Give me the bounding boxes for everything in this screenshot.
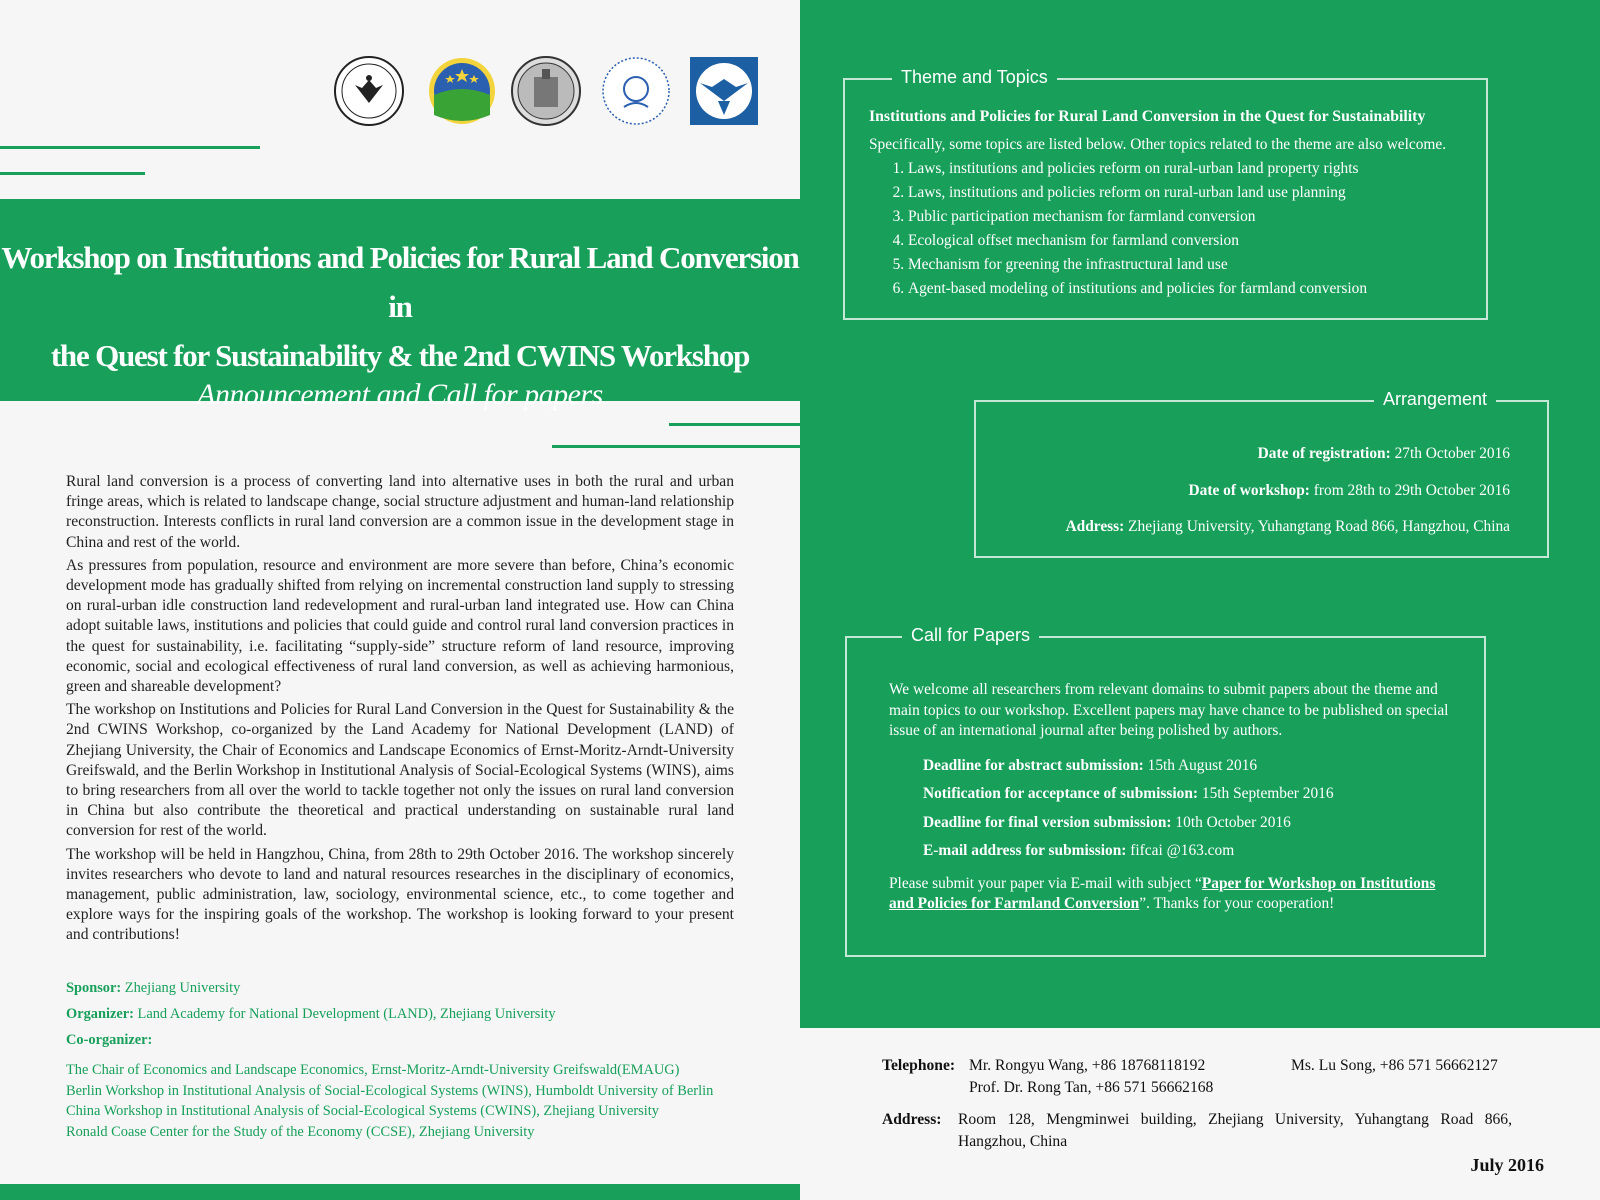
topic-item: 1. Laws, institutions and policies reform on rural-urban land property rights (908, 157, 1476, 181)
deco-line (669, 423, 800, 426)
intro-text (66, 472, 734, 949)
sponsor-value: Zhejiang University (124, 980, 241, 996)
topic-item: 2. Laws, institutions and policies reform on rural-urban land use planning (908, 181, 1476, 205)
cfp-deadlines (923, 752, 1449, 866)
page-subtitle: Announcement and Call for papers (197, 378, 603, 411)
intro-paragraph-2: As pressures from population, resource and environment are more severe than before, China’s economic development mode has gradually shifted from relying on incremental construction land supply to stressing on rural-urban idle construction land redevelopment and rural-urban land integrated use. How can China adopt suitable laws, institutions and policies that could guide and control rural land conversion practices in the quest for sustainability, i.e. facilitating “supply-side” structure reform of land resource, improving economic, social and ecological effectiveness of rural land conversion, as well as achieving harmonious, green and shareable development? (66, 556, 734, 696)
workshop-date-value: from 28th to 29th October 2016 (1313, 481, 1510, 499)
land-academy-logo-icon (426, 55, 498, 127)
call-for-papers-box (845, 625, 1486, 957)
abstract-deadline-value: 15th August 2016 (1147, 756, 1258, 774)
coorganizer-list (66, 1060, 766, 1142)
intro-paragraph-4: The workshop will be held in Hangzhou, China, from 28th to 29th October 2016. The workshop sincerely invites researchers who devote to land and natural resources researches in the disciplinary of economics, management, public administration, law, sociology, environmental science, etc., to come together and explore ways for the inspiring goals of the workshop. The workshop is looking forward to your present and contributions! (66, 845, 734, 944)
sponsor-row (66, 980, 766, 997)
notification-value: 15th September 2016 (1201, 785, 1334, 802)
coorganizer-row (66, 1032, 766, 1049)
submit-subject-link[interactable]: Paper for Workshop on Institutions and Policies for Farmland Conversion (889, 874, 1436, 912)
topic-item: 4. Ecological offset mechanism for farmland conversion (908, 229, 1476, 253)
submit-pre: Please submit your paper via E-mail with subject “ (889, 874, 1202, 892)
email-row (923, 837, 1449, 866)
email-value[interactable]: fifcai @163.com (1130, 842, 1235, 859)
arrangement-content (1066, 436, 1510, 546)
title-line-2: the Quest for Sustainability & the 2nd CWINS Workshop (50, 338, 750, 373)
bottom-green-bar (0, 1184, 800, 1200)
coorganizer-label: Co-organizer: (66, 1032, 153, 1048)
submit-post: ”. Thanks for your cooperation! (1139, 895, 1335, 912)
phone-col (969, 1055, 1291, 1098)
arrangement-address-value: Zhejiang University, Yuhangtang Road 866, Hangzhou, China (1128, 518, 1510, 535)
notification-label: Notification for acceptance of submission: (923, 785, 1199, 802)
final-deadline-value: 10th October 2016 (1175, 813, 1291, 831)
theme-box (843, 67, 1488, 320)
organizer-row (66, 1006, 766, 1023)
humboldt-university-seal-icon (600, 55, 672, 127)
title-banner (0, 199, 800, 411)
final-deadline-label: Deadline for final version submission: (923, 813, 1172, 831)
arrangement-address-row (1066, 509, 1510, 546)
contact-address-label: Address: (882, 1111, 942, 1128)
registration-label: Date of registration: (1257, 445, 1391, 462)
phone-wang: Mr. Rongyu Wang, +86 18768118192 (969, 1057, 1206, 1074)
organizer-label: Organizer: (66, 1006, 134, 1022)
sponsor-label: Sponsor: (66, 980, 122, 996)
coorganizer-item: China Workshop in Institutional Analysis of Social-Ecological Systems (CWINS), Zhejiang University (66, 1103, 659, 1119)
contact-address-value: Room 128, Mengminwei building, Zhejiang University, Yuhangtang Road 866, Hangzhou, China (958, 1111, 1512, 1150)
ccse-logo-icon (690, 57, 758, 125)
deco-line (552, 445, 800, 448)
coorganizer-item: Ronald Coase Center for the Study of the Economy (CCSE), Zhejiang University (66, 1123, 535, 1140)
arrangement-box (974, 389, 1549, 558)
arrangement-heading: Arrangement (1374, 389, 1496, 410)
telephone-row (882, 1055, 1512, 1098)
arrangement-address-label: Address: (1065, 518, 1125, 535)
contact-info (882, 1055, 1512, 1152)
theme-content (869, 105, 1476, 301)
cfp-heading: Call for Papers (902, 625, 1039, 646)
issue-date: July 2016 (1470, 1155, 1544, 1175)
theme-heading: Theme and Topics (892, 67, 1057, 88)
registration-row (1066, 436, 1510, 473)
organizer-value: Land Academy for National Development (LAND), Zhejiang University (137, 1006, 556, 1022)
abstract-deadline-label: Deadline for abstract submission: (923, 756, 1144, 774)
workshop-date-row (1066, 473, 1510, 510)
page-title (0, 199, 800, 380)
coorganizer-item: The Chair of Economics and Landscape Economics, Ernst-Moritz-Arndt-University Greifswald(EMAUG) (66, 1062, 680, 1078)
deco-line (0, 172, 145, 175)
final-deadline-row (923, 809, 1449, 838)
theme-intro: Specifically, some topics are listed below. Other topics related to the theme are also welcome. (869, 136, 1447, 153)
cfp-intro: We welcome all researchers from relevant domains to submit papers about the theme and main topics to our workshop. Excellent papers may have chance to be published on special issue of an international journal after being polished by authors. (889, 681, 1449, 739)
intro-paragraph-3: The workshop on Institutions and Policies for Rural Land Conversion in the Quest for Sustainability & the 2nd CWINS Workshop, co-organized by the Land Academy for National Development (LAND) of Zhejiang University, the Chair of Economics and Landscape Economics of Ernst-Moritz-Arndt-University Greifswald, and the Berlin Workshop in Institutional Analysis of Social-Ecological Systems (WINS), aims to bring researchers from all over the world to tackle together not only the issues on rural land conversion in China but also contribute the theoretical and practical understanding on sustainable rural land conversion for rest of the world. (66, 701, 734, 840)
topic-list (888, 157, 1476, 301)
phone-song: Ms. Lu Song, +86 571 56662127 (1291, 1057, 1498, 1074)
coorganizer-item: Berlin Workshop in Institutional Analysis of Social-Ecological Systems (WINS), Humboldt University of Berlin (66, 1082, 714, 1099)
notification-row (923, 780, 1449, 809)
credits (66, 980, 766, 1142)
email-label: E-mail address for submission: (923, 842, 1127, 859)
topic-item: 6. Agent-based modeling of institutions and policies for farmland conversion (908, 277, 1476, 301)
phone-tan: Prof. Dr. Rong Tan, +86 571 56662168 (969, 1078, 1214, 1096)
greifswald-university-seal-icon (510, 55, 582, 127)
title-line-1: Workshop on Institutions and Policies for Rural Land Conversion in (1, 240, 799, 324)
topic-item: 3. Public participation mechanism for farmland conversion (908, 205, 1476, 229)
contact-address-row (882, 1109, 1512, 1152)
topic-item: 5. Mechanism for greening the infrastructural land use (908, 253, 1476, 277)
registration-value: 27th October 2016 (1394, 445, 1510, 462)
telephone-label: Telephone: (882, 1057, 956, 1074)
theme-title: Institutions and Policies for Rural Land Conversion in the Quest for Sustainability (869, 108, 1426, 125)
deco-line (0, 146, 260, 149)
submit-instructions (889, 874, 1449, 915)
workshop-date-label: Date of workshop: (1188, 481, 1310, 499)
abstract-deadline-row (923, 752, 1449, 781)
cfp-content (889, 680, 1449, 915)
zhejiang-university-seal-icon (333, 55, 405, 127)
intro-paragraph-1: Rural land conversion is a process of converting land into alternative uses in both the rural and urban fringe areas, which is related to landscape change, social structure adjustment and human-land relationship reconstruction. Interests conflicts in rural land conversion are a common issue in the development stage in China and rest of the world. (66, 473, 734, 551)
